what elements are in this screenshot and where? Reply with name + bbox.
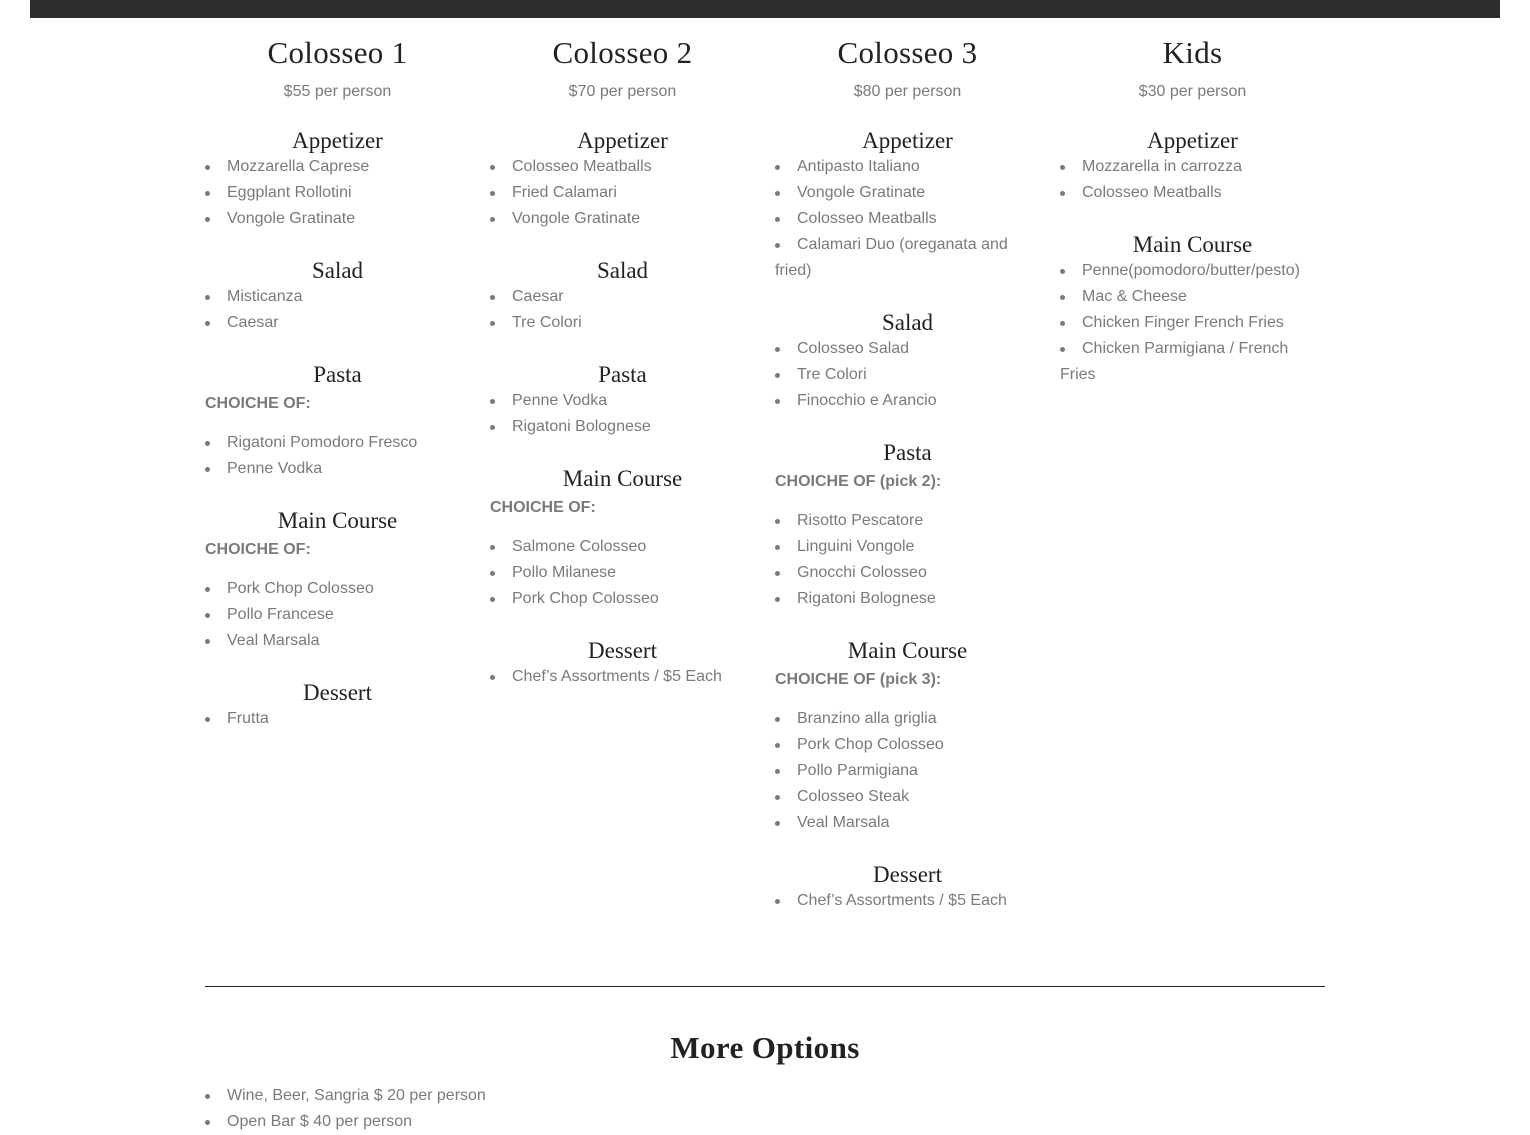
bullet-icon bbox=[775, 545, 780, 550]
list-item-text: Pork Chop Colosseo bbox=[512, 590, 659, 607]
menu-section bbox=[490, 258, 755, 336]
bullet-icon bbox=[490, 399, 495, 404]
list-item bbox=[775, 586, 1040, 612]
section-title: Appetizer bbox=[1147, 128, 1238, 153]
list-item bbox=[775, 206, 1040, 232]
menu-section bbox=[205, 680, 470, 732]
list-item-text: Linguini Vongole bbox=[797, 538, 915, 555]
bullet-icon bbox=[205, 295, 210, 300]
list-item-text: Pork Chop Colosseo bbox=[797, 736, 944, 753]
list-item-text: Risotto Pescatore bbox=[797, 512, 924, 529]
list-item bbox=[205, 154, 470, 180]
bullet-icon bbox=[775, 217, 780, 222]
list-item-text: Mac & Cheese bbox=[1082, 288, 1187, 305]
section-title: Salad bbox=[596, 258, 649, 283]
list-item bbox=[490, 180, 755, 206]
section-divider bbox=[205, 986, 1325, 987]
list-item bbox=[775, 180, 1040, 206]
section-title: Pasta bbox=[313, 362, 362, 387]
menu-column-colosseo-3 bbox=[775, 30, 1060, 914]
list-item-text: Chef’s Assortments / $5 Each bbox=[512, 668, 722, 685]
list-item-text: Veal Marsala bbox=[797, 814, 890, 831]
bullet-icon bbox=[490, 321, 495, 326]
list-item bbox=[775, 388, 1040, 414]
bullet-icon bbox=[775, 769, 780, 774]
list-item bbox=[205, 310, 470, 336]
list-item bbox=[490, 414, 755, 440]
menu-section bbox=[775, 128, 1040, 284]
menu-price: $30 per person bbox=[1138, 83, 1247, 100]
list-item-text: Antipasto Italiano bbox=[797, 158, 920, 175]
list-item bbox=[775, 810, 1040, 836]
menu-section bbox=[205, 258, 470, 336]
section-title: Main Course bbox=[562, 466, 683, 491]
section-title: Main Course bbox=[277, 508, 398, 533]
list-item-text: Caesar bbox=[227, 314, 279, 331]
section-title: Dessert bbox=[588, 638, 657, 663]
section-title: Dessert bbox=[873, 862, 942, 887]
menu-price: $80 per person bbox=[853, 83, 962, 100]
list-item bbox=[1060, 180, 1325, 206]
list-item bbox=[1060, 310, 1325, 336]
bullet-icon bbox=[775, 743, 780, 748]
menu-title: Colosseo 3 bbox=[837, 35, 978, 70]
list-item-text: Tre Colori bbox=[512, 314, 582, 331]
bullet-icon bbox=[205, 165, 210, 170]
bullet-icon bbox=[205, 191, 210, 196]
section-title: Pasta bbox=[598, 362, 647, 387]
list-item-text: Chef’s Assortments / $5 Each bbox=[797, 892, 1007, 909]
list-item bbox=[205, 456, 470, 482]
menu-price: $55 per person bbox=[283, 83, 392, 100]
bullet-icon bbox=[490, 295, 495, 300]
list-item bbox=[205, 180, 470, 206]
bullet-icon bbox=[205, 587, 210, 592]
section-items bbox=[775, 706, 1040, 836]
section-title: Pasta bbox=[883, 440, 932, 465]
list-item-text: Chicken Parmigiana / French Fries bbox=[1060, 340, 1289, 383]
choice-note: CHOICHE OF (pick 2): bbox=[775, 473, 942, 490]
list-item-text: Veal Marsala bbox=[227, 632, 320, 649]
bullet-icon bbox=[775, 399, 780, 404]
section-items bbox=[775, 508, 1040, 612]
menu-section bbox=[490, 362, 755, 440]
choice-note: CHOICHE OF: bbox=[205, 541, 311, 558]
bullet-icon bbox=[205, 639, 210, 644]
list-item-text: Rigatoni Pomodoro Fresco bbox=[227, 434, 418, 451]
menu-section bbox=[775, 862, 1040, 914]
section-title: Main Course bbox=[1132, 232, 1253, 257]
list-item-text: Penne Vodka bbox=[227, 460, 323, 477]
list-item-text: Vongole Gratinate bbox=[227, 210, 356, 227]
bullet-icon bbox=[490, 597, 495, 602]
bullet-icon bbox=[775, 795, 780, 800]
list-item bbox=[775, 706, 1040, 732]
section-items bbox=[1060, 154, 1325, 206]
bullet-icon bbox=[1060, 269, 1065, 274]
menu-title: Kids bbox=[1162, 35, 1223, 70]
bullet-icon bbox=[775, 243, 780, 248]
bullet-icon bbox=[490, 675, 495, 680]
list-item-text: Mozzarella Caprese bbox=[227, 158, 370, 175]
list-item-text: Pollo Francese bbox=[227, 606, 334, 623]
list-item-text: Branzino alla griglia bbox=[797, 710, 937, 727]
list-item-text: Pork Chop Colosseo bbox=[227, 580, 374, 597]
menu-section bbox=[775, 638, 1040, 836]
list-item bbox=[1060, 284, 1325, 310]
bullet-icon bbox=[205, 613, 210, 618]
section-items bbox=[775, 336, 1040, 414]
bullet-icon bbox=[1060, 321, 1065, 326]
list-item-text: Fried Calamari bbox=[512, 184, 617, 201]
list-item bbox=[775, 336, 1040, 362]
choice-note: CHOICHE OF: bbox=[490, 499, 596, 516]
section-items bbox=[205, 576, 470, 654]
section-items bbox=[775, 888, 1040, 914]
list-item bbox=[490, 154, 755, 180]
choice-note: CHOICHE OF (pick 3): bbox=[775, 671, 942, 688]
section-items bbox=[490, 664, 755, 690]
list-item-text: Eggplant Rollotini bbox=[227, 184, 352, 201]
list-item bbox=[775, 362, 1040, 388]
bullet-icon bbox=[205, 1094, 210, 1099]
list-item bbox=[775, 508, 1040, 534]
list-item-text: Colosseo Salad bbox=[797, 340, 910, 357]
more-options-title: More Options bbox=[670, 1030, 860, 1065]
list-item-text: Pollo Parmigiana bbox=[797, 762, 918, 779]
menu-section bbox=[490, 466, 755, 612]
list-item bbox=[205, 576, 470, 602]
list-item-text: Penne(pomodoro/butter/pesto) bbox=[1082, 262, 1300, 279]
bullet-icon bbox=[775, 165, 780, 170]
list-item bbox=[205, 1083, 1325, 1109]
menu-section bbox=[1060, 232, 1325, 388]
menu-column-colosseo-1 bbox=[205, 30, 490, 914]
list-item-text: Vongole Gratinate bbox=[512, 210, 641, 227]
bullet-icon bbox=[490, 571, 495, 576]
menu-section bbox=[205, 362, 470, 482]
list-item bbox=[775, 784, 1040, 810]
list-item-text: Misticanza bbox=[227, 288, 303, 305]
list-item bbox=[490, 206, 755, 232]
list-item-text: Colosseo Steak bbox=[797, 788, 910, 805]
menu-column-colosseo-2 bbox=[490, 30, 775, 914]
bullet-icon bbox=[205, 441, 210, 446]
menu-section bbox=[490, 128, 755, 232]
menu-section bbox=[205, 508, 470, 654]
list-item bbox=[205, 1109, 1325, 1135]
menu-section bbox=[775, 440, 1040, 612]
bullet-icon bbox=[205, 467, 210, 472]
section-title: Dessert bbox=[303, 680, 372, 705]
top-bar bbox=[30, 0, 1500, 18]
bullet-icon bbox=[205, 217, 210, 222]
bullet-icon bbox=[1060, 165, 1065, 170]
menu-columns bbox=[205, 30, 1325, 914]
bullet-icon bbox=[775, 899, 780, 904]
list-item-text: Calamari Duo (oreganata and fried) bbox=[775, 236, 1008, 279]
list-item bbox=[205, 430, 470, 456]
list-item-text: Frutta bbox=[227, 710, 269, 727]
list-item bbox=[490, 284, 755, 310]
section-title: Appetizer bbox=[577, 128, 668, 153]
bullet-icon bbox=[490, 545, 495, 550]
list-item-text: Colosseo Meatballs bbox=[1082, 184, 1222, 201]
list-item-text: Finocchio e Arancio bbox=[797, 392, 937, 409]
bullet-icon bbox=[205, 321, 210, 326]
section-items bbox=[205, 154, 470, 232]
list-item bbox=[775, 560, 1040, 586]
list-item-text: Gnocchi Colosseo bbox=[797, 564, 927, 581]
list-item bbox=[1060, 258, 1325, 284]
list-item-text: Open Bar $ 40 per person bbox=[227, 1113, 413, 1130]
list-item-text: Caesar bbox=[512, 288, 564, 305]
section-items bbox=[490, 388, 755, 440]
list-item-text: Wine, Beer, Sangria $ 20 per person bbox=[227, 1087, 486, 1104]
menu-section bbox=[490, 638, 755, 690]
section-items bbox=[205, 284, 470, 336]
section-items bbox=[490, 534, 755, 612]
list-item bbox=[490, 586, 755, 612]
bullet-icon bbox=[775, 519, 780, 524]
bullet-icon bbox=[1060, 347, 1065, 352]
section-items bbox=[205, 706, 470, 732]
section-items bbox=[1060, 258, 1325, 388]
list-item-text: Rigatoni Bolognese bbox=[797, 590, 936, 607]
menu-section bbox=[1060, 128, 1325, 206]
section-items bbox=[775, 154, 1040, 284]
list-item-text: Tre Colori bbox=[797, 366, 867, 383]
bullet-icon bbox=[1060, 295, 1065, 300]
list-item bbox=[775, 154, 1040, 180]
list-item-text: Pollo Milanese bbox=[512, 564, 617, 581]
section-items bbox=[205, 430, 470, 482]
section-title: Main Course bbox=[847, 638, 968, 663]
list-item bbox=[205, 206, 470, 232]
list-item bbox=[775, 534, 1040, 560]
menu-section bbox=[775, 310, 1040, 414]
bullet-icon bbox=[490, 191, 495, 196]
list-item bbox=[490, 534, 755, 560]
list-item-text: Colosseo Meatballs bbox=[512, 158, 652, 175]
more-options-list bbox=[205, 1083, 1325, 1135]
list-item bbox=[775, 758, 1040, 784]
list-item bbox=[205, 628, 470, 654]
list-item bbox=[1060, 154, 1325, 180]
list-item-text: Vongole Gratinate bbox=[797, 184, 926, 201]
bullet-icon bbox=[775, 821, 780, 826]
list-item bbox=[490, 664, 755, 690]
bullet-icon bbox=[205, 717, 210, 722]
menu-column-kids bbox=[1060, 30, 1345, 914]
bullet-icon bbox=[775, 571, 780, 576]
section-items bbox=[490, 154, 755, 232]
bullet-icon bbox=[490, 165, 495, 170]
list-item bbox=[205, 602, 470, 628]
list-item bbox=[205, 706, 470, 732]
menu-title: Colosseo 1 bbox=[267, 35, 408, 70]
bullet-icon bbox=[775, 373, 780, 378]
bullet-icon bbox=[205, 1120, 210, 1125]
bullet-icon bbox=[775, 347, 780, 352]
bullet-icon bbox=[775, 717, 780, 722]
list-item bbox=[490, 310, 755, 336]
list-item-text: Mozzarella in carrozza bbox=[1082, 158, 1243, 175]
list-item-text: Chicken Finger French Fries bbox=[1082, 314, 1284, 331]
section-title: Appetizer bbox=[292, 128, 383, 153]
list-item bbox=[1060, 336, 1325, 388]
menu-price: $70 per person bbox=[568, 83, 677, 100]
menu-section bbox=[205, 128, 470, 232]
list-item-text: Salmone Colosseo bbox=[512, 538, 647, 555]
list-item bbox=[775, 888, 1040, 914]
section-title: Appetizer bbox=[862, 128, 953, 153]
list-item bbox=[490, 388, 755, 414]
bullet-icon bbox=[1060, 191, 1065, 196]
bullet-icon bbox=[490, 217, 495, 222]
list-item-text: Penne Vodka bbox=[512, 392, 608, 409]
list-item-text: Colosseo Meatballs bbox=[797, 210, 937, 227]
bullet-icon bbox=[775, 191, 780, 196]
bullet-icon bbox=[775, 597, 780, 602]
list-item bbox=[490, 560, 755, 586]
section-title: Salad bbox=[881, 310, 934, 335]
menu-title: Colosseo 2 bbox=[552, 35, 693, 70]
list-item-text: Rigatoni Bolognese bbox=[512, 418, 651, 435]
section-items bbox=[490, 284, 755, 336]
list-item bbox=[775, 732, 1040, 758]
choice-note: CHOICHE OF: bbox=[205, 395, 311, 412]
bullet-icon bbox=[490, 425, 495, 430]
section-title: Salad bbox=[311, 258, 364, 283]
list-item bbox=[205, 284, 470, 310]
list-item bbox=[775, 232, 1040, 284]
